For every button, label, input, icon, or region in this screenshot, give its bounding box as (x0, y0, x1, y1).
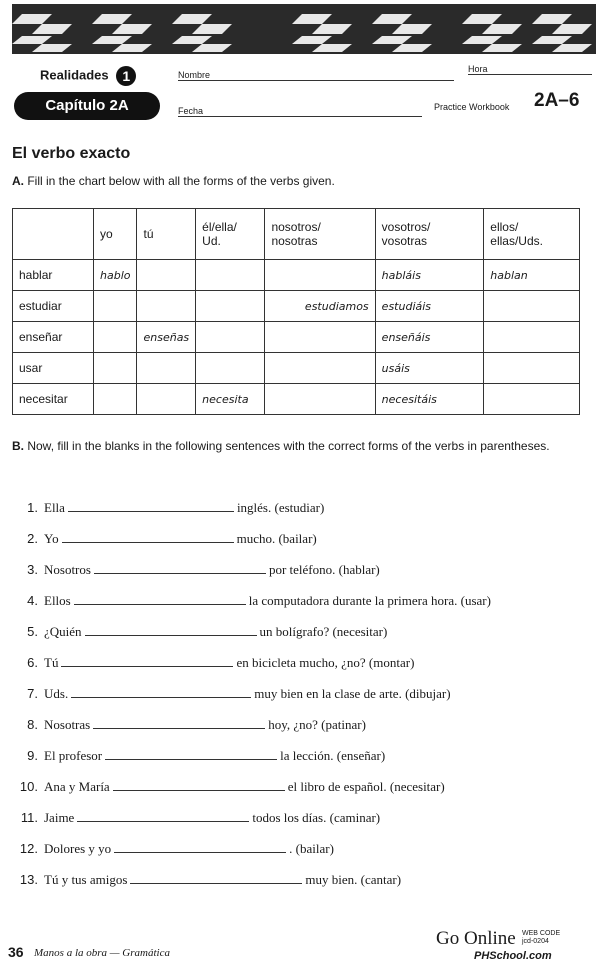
sentence-number: 13. (19, 872, 38, 887)
answer-cell[interactable] (137, 384, 196, 415)
answer-cell[interactable] (484, 291, 580, 322)
part-b-text: Now, fill in the blanks in the following sentences with the correct forms of the verbs in parentheses. (27, 439, 550, 453)
name-field[interactable] (178, 80, 454, 81)
answer-cell[interactable] (265, 322, 375, 353)
sentence-prefix: ¿Quién (44, 624, 82, 639)
web-code-label: WEB CODE (522, 930, 561, 937)
sentence-suffix: mucho. (bailar) (236, 531, 317, 546)
answer-cell[interactable] (196, 291, 265, 322)
answer-cell[interactable]: habláis (375, 260, 484, 291)
answer-blank[interactable] (74, 594, 246, 605)
hour-label: Hora (468, 64, 488, 74)
chart-header-cell: yo (94, 209, 137, 260)
verb-cell: hablar (13, 260, 94, 291)
answer-blank[interactable] (61, 656, 233, 667)
workbook-label: Practice Workbook (434, 102, 510, 112)
sentence-suffix: el libro de español. (necesitar) (287, 779, 445, 794)
answer-cell[interactable] (137, 291, 196, 322)
answer-cell[interactable] (94, 353, 137, 384)
answer-blank[interactable] (62, 532, 234, 543)
sentence-number: 3. (27, 562, 38, 577)
sentence-number: 2. (27, 531, 38, 546)
sentence-number: 10. (19, 779, 38, 794)
chart-row (13, 353, 580, 384)
answer-cell[interactable]: enseñas (137, 322, 196, 353)
answer-blank[interactable] (94, 563, 266, 574)
sentence-number: 6. (27, 655, 38, 670)
sentence-suffix: muy bien en la clase de arte. (dibujar) (254, 686, 451, 701)
sentence-suffix: en bicicleta mucho, ¿no? (montar) (236, 655, 415, 670)
chart-header-cell (13, 209, 94, 260)
answer-cell[interactable]: usáis (375, 353, 484, 384)
chart-header-cell: él/ella/ Ud. (196, 209, 265, 260)
part-b-instruction (12, 438, 584, 455)
answer-cell[interactable]: hablo (94, 260, 137, 291)
answer-cell[interactable] (196, 322, 265, 353)
answer-cell[interactable] (94, 291, 137, 322)
answer-cell[interactable] (94, 322, 137, 353)
sentence-suffix: la lección. (enseñar) (280, 748, 386, 763)
workbook-code: 2A–6 (534, 90, 580, 111)
sentence-prefix: El profesor (44, 748, 103, 763)
name-label: Nombre (178, 70, 211, 80)
answer-blank[interactable] (85, 625, 257, 636)
part-a-instruction (12, 174, 335, 188)
phschool-link[interactable]: PHSchool.com (474, 950, 552, 962)
answer-blank[interactable] (114, 842, 286, 853)
sentence-number: 12. (19, 841, 38, 856)
sentence-prefix: Uds. (44, 686, 69, 701)
chart-header-cell: vosotros/ vosotras (375, 209, 484, 260)
answer-cell[interactable] (484, 322, 580, 353)
answer-cell[interactable] (265, 384, 375, 415)
sentence-number: 11. (20, 810, 38, 825)
answer-cell[interactable]: enseñáis (375, 322, 484, 353)
sentence-prefix: Nosotros (44, 562, 91, 577)
sentence-prefix: Ella (44, 500, 65, 515)
decorative-banner (12, 4, 596, 54)
chart-header-cell: tú (137, 209, 196, 260)
answer-blank[interactable] (113, 780, 285, 791)
answer-cell[interactable] (137, 353, 196, 384)
sentence-suffix: todos los días. (caminar) (252, 810, 381, 825)
series-name: Realidades (40, 67, 109, 83)
answer-cell[interactable] (265, 353, 375, 384)
answer-cell[interactable]: estudiamos (265, 291, 375, 322)
sentence-number: 7. (27, 686, 38, 701)
verb-cell: necesitar (13, 384, 94, 415)
series-label (40, 66, 136, 86)
sentence-suffix: . (bailar) (289, 841, 334, 856)
sentence-number: 9. (27, 748, 38, 763)
page-title: El verbo exacto (12, 145, 131, 162)
answer-cell[interactable]: estudiáis (375, 291, 484, 322)
sentence-number: 8. (27, 717, 38, 732)
chart-row (13, 322, 580, 353)
answer-blank[interactable] (105, 749, 277, 760)
sentence-suffix: por teléfono. (hablar) (268, 562, 380, 577)
verb-cell: enseñar (13, 322, 94, 353)
chart-header-cell: ellos/ ellas/Uds. (484, 209, 580, 260)
answer-blank[interactable] (68, 501, 234, 512)
part-a-letter: A. (12, 174, 24, 188)
part-a-text: Fill in the chart below with all the forms of the verbs given. (27, 174, 335, 188)
banner-pattern-icon (12, 4, 596, 54)
answer-cell[interactable] (484, 353, 580, 384)
verb-cell: estudiar (13, 291, 94, 322)
answer-cell[interactable] (484, 384, 580, 415)
sentence-prefix: Jaime (44, 810, 75, 825)
answer-cell[interactable]: necesitáis (375, 384, 484, 415)
answer-cell[interactable] (137, 260, 196, 291)
chapter-badge: Capítulo 2A (14, 92, 160, 120)
hour-field[interactable] (468, 74, 592, 75)
sentence-prefix: Dolores y yo (44, 841, 112, 856)
web-code-box (522, 930, 560, 946)
answer-blank[interactable] (71, 687, 251, 698)
date-label: Fecha (178, 106, 204, 116)
answer-cell[interactable] (196, 260, 265, 291)
date-field[interactable] (178, 116, 422, 117)
level-badge: 1 (116, 66, 136, 86)
answer-cell[interactable]: necesita (196, 384, 265, 415)
answer-cell[interactable] (196, 353, 265, 384)
chart-row (13, 260, 580, 291)
sentence-suffix: un bolígrafo? (necesitar) (259, 624, 388, 639)
answer-cell[interactable]: hablan (484, 260, 580, 291)
sentence-number: 1. (27, 500, 38, 515)
book-section: Manos a la obra — Gramática (34, 947, 170, 959)
sentence-prefix: Yo (44, 531, 59, 546)
sentence-prefix: Tú y tus amigos (44, 872, 128, 887)
answer-cell[interactable] (94, 384, 137, 415)
go-online-logo[interactable]: Go Online (436, 928, 516, 949)
sentence-prefix: Nosotras (44, 717, 91, 732)
chart-row (13, 291, 580, 322)
answer-blank[interactable] (93, 718, 265, 729)
chart-row (13, 384, 580, 415)
sentence-number: 5. (27, 624, 38, 639)
page-number: 36 (8, 944, 24, 960)
sentence-prefix: Ana y María (44, 779, 110, 794)
chart-header-cell: nosotros/ nosotras (265, 209, 375, 260)
verb-chart (12, 208, 580, 415)
sentence-suffix: muy bien. (cantar) (305, 872, 402, 887)
verb-cell: usar (13, 353, 94, 384)
sentence-suffix: inglés. (estudiar) (236, 500, 325, 515)
chart-header-row (13, 209, 580, 260)
answer-cell[interactable] (265, 260, 375, 291)
sentence-prefix: Tú (44, 655, 59, 670)
part-b-letter: B. (12, 439, 24, 453)
answer-blank[interactable] (130, 873, 302, 884)
sentence-suffix: hoy, ¿no? (patinar) (268, 717, 366, 732)
sentence-prefix: Ellos (44, 593, 71, 608)
sentence-suffix: la computadora durante la primera hora. (usar) (248, 593, 491, 608)
answer-blank[interactable] (77, 811, 249, 822)
sentence-number: 4. (27, 593, 38, 608)
web-code-value: jcd-0204 (522, 938, 549, 945)
